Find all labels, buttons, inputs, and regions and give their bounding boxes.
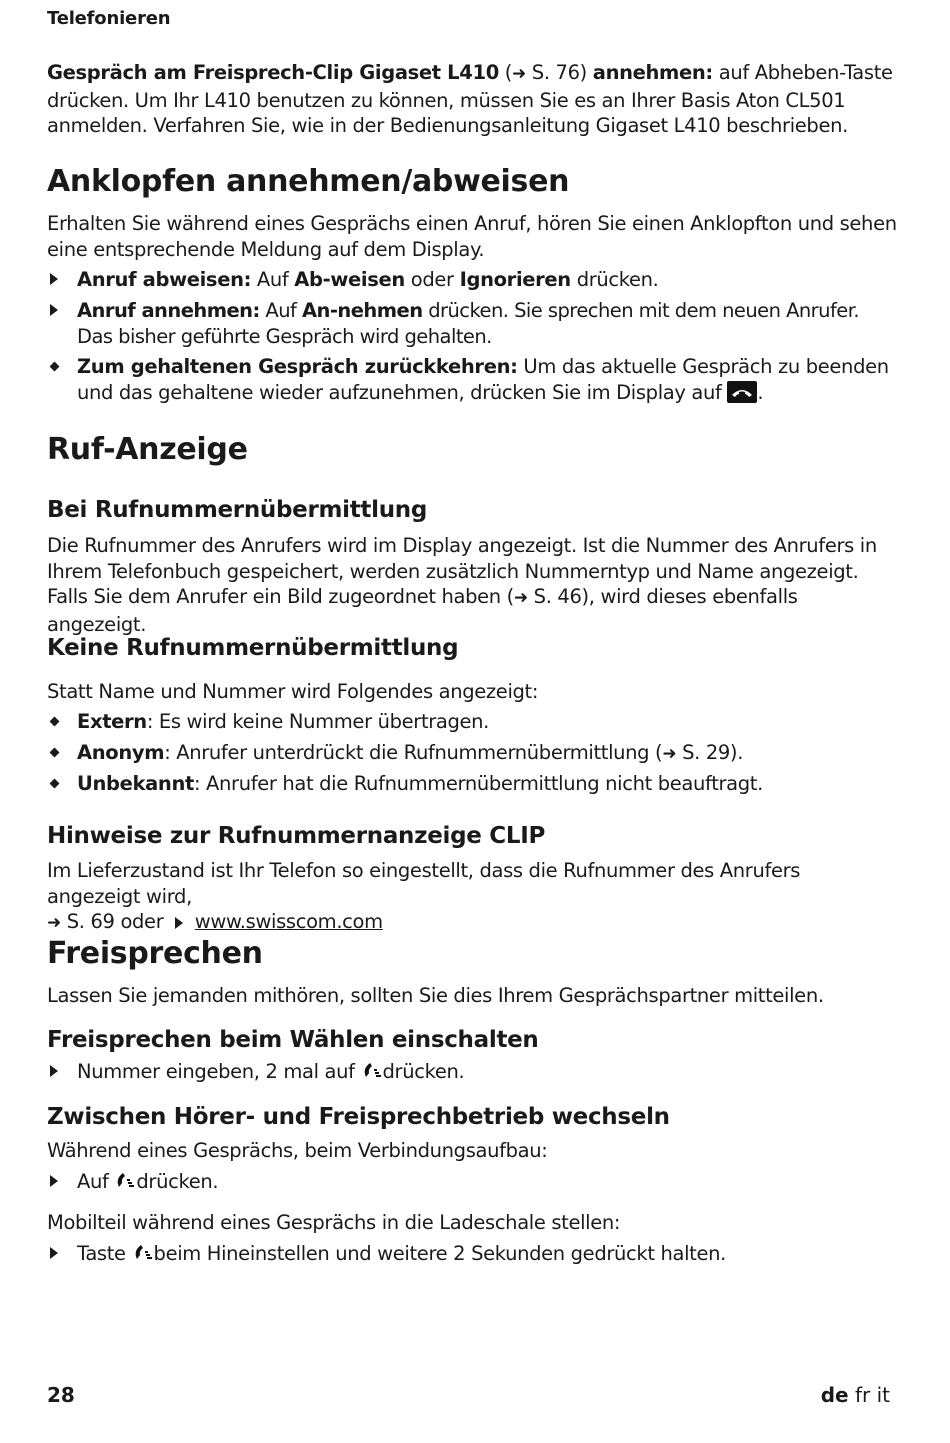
list-item: Zum gehaltenen Gespräch zurückkehren: Um das aktuelle Gespräch zu beenden und das gehaltene wieder aufzunehmen, drücken Sie im Display auf . [47,354,897,405]
paragraph-freisprechen: Lassen Sie jemanden mithören, sollten Sie dies Ihrem Gesprächspartner mitteilen. [47,984,824,1007]
step-triangle-icon [50,298,70,324]
list-item: Taste beim Hineinstellen und weitere 2 Sekunden gedrückt halten. [47,1241,897,1267]
anklopfen-intro: Erhalten Sie während eines Gesprächs einen Anruf, hören Sie einen Anklopfton und sehen eine entsprechende Meldung auf dem Display. [47,212,897,261]
right-arrow-icon: ➜ [47,913,61,933]
section-title-anklopfen: Anklopfen annehmen/abweisen [47,164,570,199]
handsfree-icon [361,1060,383,1082]
paragraph-ladeschale: Mobilteil während eines Gesprächs in die Ladeschale stellen: [47,1211,621,1234]
right-arrow-icon: ➜ [512,64,526,84]
paragraph-keine-rufnummer: Statt Name und Nummer wird Folgendes angezeigt: [47,680,539,703]
paragraph-wechseln: Während eines Gesprächs, beim Verbindungsaufbau: [47,1139,548,1162]
subheading-keine-rufnummer: Keine Rufnummernübermittlung [47,635,459,661]
bullet-diamond-icon [50,709,70,735]
step-triangle-icon [175,917,183,929]
list-item: Anruf annehmen: Auf An-nehmen drücken. Sie sprechen mit dem neuen Anrufer. Das bisher geführte Gespräch wird gehalten. [47,298,897,349]
list-item: Anonym: Anrufer unterdrückt die Rufnummernübermittlung (➜ S. 29). [47,740,897,768]
handsfree-icon [132,1242,154,1264]
right-arrow-icon: ➜ [662,744,677,764]
step-triangle-icon [50,267,70,293]
section-title-freisprechen: Freisprechen [47,936,263,971]
bullet-diamond-icon [50,771,70,797]
subheading-clip: Hinweise zur Rufnummernanzeige CLIP [47,823,546,849]
step-triangle-icon [50,1169,70,1195]
page-number: 28 [47,1383,75,1407]
right-arrow-icon: ➜ [513,588,528,608]
language-others: fr it [854,1383,890,1407]
subheading-wechseln: Zwischen Hörer- und Freisprechbetrieb wechseln [47,1104,670,1130]
list-item: Extern: Es wird keine Nummer übertragen. [47,709,897,735]
handsfree-icon [114,1170,136,1192]
bullet-diamond-icon [50,740,70,766]
step-triangle-icon [50,1059,70,1085]
bullet-diamond-icon [50,354,70,380]
list-item: Unbekannt: Anrufer hat die Rufnummernübermittlung nicht beauftragt. [47,771,897,797]
paragraph-bei-rufnummer: Die Rufnummer des Anrufers wird im Display angezeigt. Ist die Nummer des Anrufers in Ihrem Telefonbuch gespeichert, werden zusätzlich Nummerntyp und Name angezeigt. Falls Sie dem Anrufer ein Bild zugeordnet haben (➜ S. 46), wird dieses ebenfalls angezeigt. [47,534,877,636]
swisscom-link[interactable]: www.swisscom.com [194,910,383,933]
section-title-ruf-anzeige: Ruf-Anzeige [47,432,248,467]
subheading-freisprechen-waehlen: Freisprechen beim Wählen einschalten [47,1027,539,1053]
step-triangle-icon [50,1241,70,1267]
language-active: de [820,1383,849,1407]
subheading-bei-rufnummer: Bei Rufnummernübermittlung [47,497,428,523]
list-item: Nummer eingeben, 2 mal auf drücken. [47,1059,897,1085]
running-header: Telefonieren [47,8,171,29]
list-item: Anruf abweisen: Auf Ab-weisen oder Ignorieren drücken. [47,267,897,293]
list-item: Auf drücken. [47,1169,897,1195]
language-selector [821,1383,890,1407]
end-call-icon [727,381,757,403]
intro-paragraph: Gespräch am Freisprech-Clip Gigaset L410 (➜ S. 76) annehmen: auf Abheben-Taste drücken. Um Ihr L410 benutzen zu können, müssen Sie es an Ihrer Basis Aton CL501 anmelden. Verfahren Sie, wie in der Bedienungsanleitung Gigaset L410 beschrieben. [47,61,893,137]
paragraph-clip: Im Lieferzustand ist Ihr Telefon so eingestellt, dass die Rufnummer des Anrufers angezeigt wird, ➜ S. 69 oder www.swisscom.com [47,858,897,937]
